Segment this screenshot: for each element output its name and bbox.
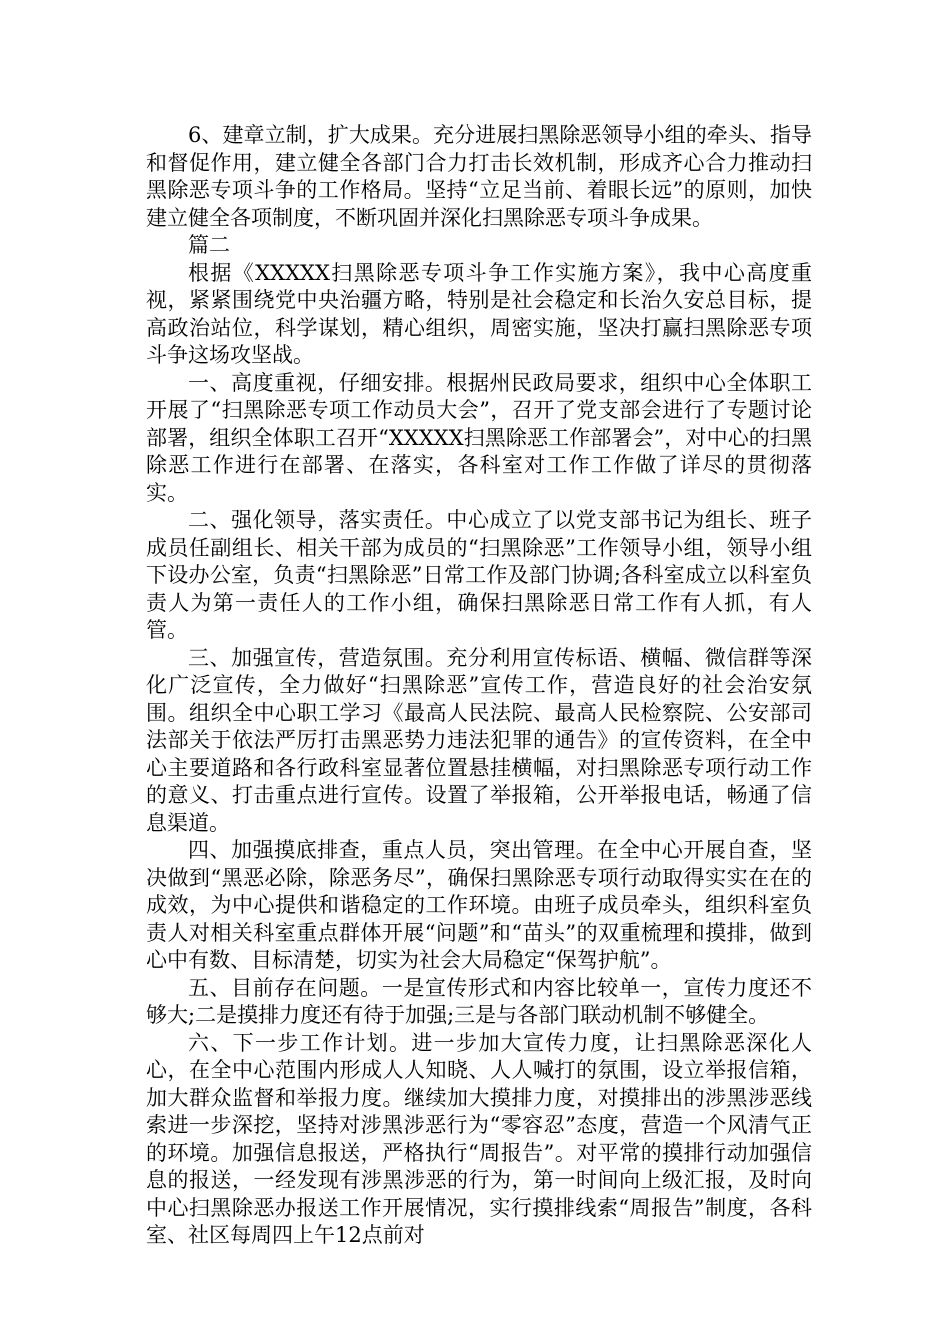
paragraph-item-5: 五、目前存在问题。一是宣传形式和内容比较单一，宣传力度还不够大;二是摸排力度还有待于加强;三是与各部门联动机制不够健全。 <box>146 975 812 1027</box>
paragraph-intro: 根据《XXXXX扫黑除恶专项斗争工作实施方案》，我中心高度重视，紧紧围绕党中央治疆方略，特别是社会稳定和长治久安总目标，提高政治站位，科学谋划，精心组织，周密实施，坚决打赢扫黑除恶专项斗争这场攻坚战。 <box>146 260 812 367</box>
paragraph-article-6: 6、建章立制，扩大成果。充分进展扫黑除恶领导小组的牵头、指导和督促作用，建立健全各部门合力打击长效机制，形成齐心合力推动扫黑除恶专项斗争的工作格局。坚持“立足当前、着眼长远”的原则，加快建立健全各项制度，不断巩固并深化扫黑除恶专项斗争成果。 <box>146 123 812 230</box>
paragraph-item-2: 二、强化领导，落实责任。中心成立了以党支部书记为组长、班子成员任副组长、相关干部为成员的“扫黑除恶”工作领导小组，领导小组下设办公室，负责“扫黑除恶”日常工作及部门协调;各科室成立以科室负责人为第一责任人的工作小组，确保扫黑除恶日常工作有人抓，有人管。 <box>146 508 812 642</box>
paragraph-item-3: 三、加强宣传，营造氛围。充分利用宣传标语、横幅、微信群等深化广泛宣传，全力做好“扫黑除恶”宣传工作，营造良好的社会治安氛围。组织全中心职工学习《最高人民法院、最高人民检察院、公安部司法部关于依法严厉打击黑恶势力违法犯罪的通告》的宣传资料，在全中心主要道路和各行政科室显著位置悬挂横幅，对扫黑除恶专项行动工作的意义、打击重点进行宣传。设置了举报箱，公开举报电话，畅通了信息渠道。 <box>146 645 812 835</box>
paragraph-item-4: 四、加强摸底排查，重点人员，突出管理。在全中心开展自查，坚决做到“黑恶必除，除恶务尽”，确保扫黑除恶专项行动取得实实在在的成效，为中心提供和谐稳定的工作环境。由班子成员牵头，组织科室负责人对相关科室重点群体开展“问题”和“苗头”的双重梳理和摸排，做到心中有数、目标清楚，切实为社会大局稳定“保驾护航”。 <box>146 838 812 972</box>
document-page <box>146 122 812 1250</box>
paragraph-item-1: 一、高度重视，仔细安排。根据州民政局要求，组织中心全体职工开展了“扫黑除恶专项工作动员大会”，召开了党支部会进行了专题讨论部署，组织全体职工召开“XXXXX扫黑除恶工作部署会”，对中心的扫黑除恶工作进行在部署、在落实，各科室对工作工作做了详尽的贯彻落实。 <box>146 370 812 505</box>
paragraph-item-6: 六、下一步工作计划。进一步加大宣传力度，让扫黑除恶深化人心，在全中心范围内形成人人知晓、人人喊打的氛围，设立举报信箱，加大群众监督和举报力度。继续加大摸排力度，对摸排出的涉黑涉恶线索进一步深挖，坚持对涉黑涉恶行为“零容忍”态度，营造一个风清气正的环境。加强信息报送，严格执行“周报告”。对平常的摸排行动加强信息的报送，一经发现有涉黑涉恶的行为，第一时间向上级汇报，及时向中心扫黑除恶办报送工作开展情况，实行摸排线索“周报告”制度，各科室、社区每周四上午12点前对 <box>146 1030 812 1247</box>
section-heading-part-two: 篇二 <box>188 233 230 257</box>
